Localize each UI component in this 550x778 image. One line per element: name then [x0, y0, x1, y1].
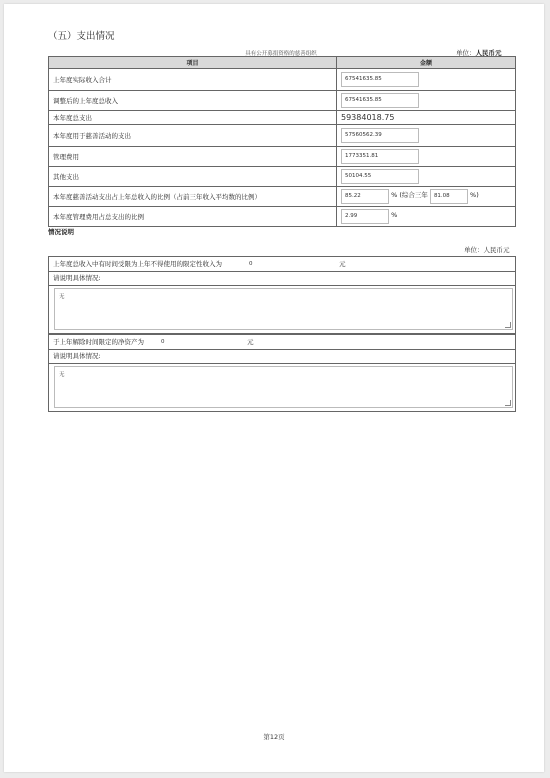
row-label: 本年度总支出	[49, 111, 337, 125]
table-header-row	[49, 57, 516, 69]
released-assets-unit: 元	[247, 338, 254, 346]
ratio-three-year-value[interactable]: 81.08	[430, 189, 468, 204]
table-row	[49, 111, 516, 125]
table-row	[49, 167, 516, 187]
unit-prefix: 单位：	[456, 49, 476, 57]
restricted-income-block	[48, 256, 516, 334]
ratio-charity-end: %)	[470, 191, 479, 199]
restricted-income-answer: 无	[59, 294, 65, 300]
restricted-income-prompt: 请说明具体情况:	[49, 272, 515, 286]
row-label: 本年度用于慈善活动的支出	[49, 125, 337, 147]
released-assets-block	[48, 334, 516, 412]
ratio-charity-value[interactable]: 85.22	[341, 189, 389, 204]
row-value-cell	[337, 147, 516, 167]
row-value[interactable]: 50104.55	[341, 169, 419, 184]
row-label: 其他支出	[49, 167, 337, 187]
restricted-income-row	[49, 257, 515, 272]
row-value-cell	[337, 167, 516, 187]
ratio-mgmt-pct: %	[391, 211, 398, 219]
row-value[interactable]: 67541635.85	[341, 72, 419, 87]
ratio-mgmt-cell	[337, 207, 516, 227]
header-amount: 金额	[337, 57, 516, 69]
ratio-charity-cell	[337, 187, 516, 207]
table-row	[49, 125, 516, 147]
row-label: 管理费用	[49, 147, 337, 167]
restricted-income-unit: 元	[339, 260, 346, 268]
ratio-mgmt-value[interactable]: 2.99	[341, 209, 389, 224]
released-assets-textarea[interactable]	[54, 366, 513, 408]
row-label: 上年度实际收入合计	[49, 69, 337, 91]
restricted-income-textarea[interactable]	[54, 288, 513, 330]
row-value[interactable]: 59384018.75	[341, 111, 411, 124]
row-value-cell	[337, 91, 516, 111]
page-number: 第12页	[263, 733, 285, 741]
ratio-mgmt-label: 本年度管理费用占总支出的比例	[49, 207, 337, 227]
notes-unit: 单位：人民币元	[464, 246, 510, 254]
unit-value: 人民币元	[475, 49, 502, 57]
resize-handle-icon[interactable]	[505, 400, 511, 406]
row-label: 调整后的上年度总收入	[49, 91, 337, 111]
released-assets-answer: 无	[59, 372, 65, 378]
row-value[interactable]: 57560562.39	[341, 128, 419, 143]
table-row	[49, 69, 516, 91]
restricted-income-question: 上年度总收入中有时间受限为上年不得使用的限定性收入为	[53, 260, 222, 268]
row-value-cell	[337, 69, 516, 91]
section-title: （五）支出情况	[48, 31, 115, 42]
document-page	[4, 4, 544, 772]
ratio-charity-label: 本年度慈善活动支出占上年总收入的比例（占前三年收入平均数的比例）	[49, 187, 337, 207]
released-assets-value[interactable]: 0	[161, 339, 165, 345]
restricted-income-value[interactable]: 0	[249, 261, 253, 267]
row-value-cell	[337, 125, 516, 147]
expense-table	[48, 56, 516, 227]
table-row	[49, 91, 516, 111]
notes-title: 情况说明	[48, 228, 74, 236]
row-value[interactable]: 1773351.81	[341, 149, 419, 164]
table-caption: 具有公开募捐资格的慈善组织	[245, 51, 317, 57]
row-value[interactable]: 67541635.85	[341, 93, 419, 108]
released-assets-row	[49, 335, 515, 350]
row-value-cell	[337, 111, 516, 125]
ratio-charity-mid: % (综合三年	[391, 191, 428, 199]
table-row-ratio-charity	[49, 187, 516, 207]
released-assets-prompt: 请说明具体情况:	[49, 350, 515, 364]
resize-handle-icon[interactable]	[505, 322, 511, 328]
table-row	[49, 147, 516, 167]
released-assets-question: 于上年解除时间限定的净资产为	[53, 338, 144, 346]
header-item: 项目	[49, 57, 337, 69]
table-row-ratio-mgmt	[49, 207, 516, 227]
